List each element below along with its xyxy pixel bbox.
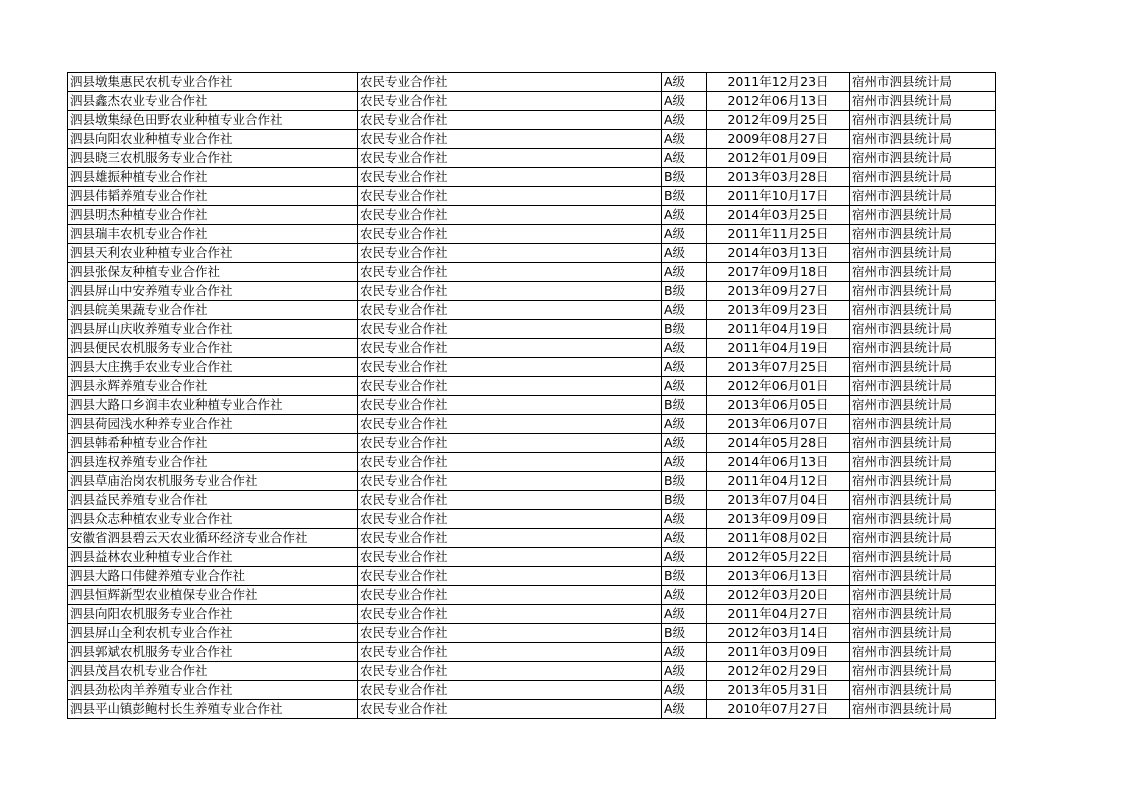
date-cell: 2014年03月25日 bbox=[707, 206, 850, 225]
grade-cell: A级 bbox=[662, 92, 707, 111]
office-cell: 宿州市泗县统计局 bbox=[850, 282, 996, 301]
office-cell: 宿州市泗县统计局 bbox=[850, 662, 996, 681]
date-cell: 2011年04月12日 bbox=[707, 472, 850, 491]
office-cell: 宿州市泗县统计局 bbox=[850, 358, 996, 377]
office-cell: 宿州市泗县统计局 bbox=[850, 453, 996, 472]
cooperative-type-cell: 农民专业合作社 bbox=[358, 510, 662, 529]
cooperative-name-cell: 泗县明杰种植专业合作社 bbox=[68, 206, 358, 225]
date-cell: 2014年06月13日 bbox=[707, 453, 850, 472]
cooperative-name-cell: 泗县便民农机服务专业合作社 bbox=[68, 339, 358, 358]
grade-cell: B级 bbox=[662, 187, 707, 206]
table-row bbox=[68, 377, 996, 396]
office-cell: 宿州市泗县统计局 bbox=[850, 586, 996, 605]
grade-cell: A级 bbox=[662, 453, 707, 472]
date-cell: 2011年12月23日 bbox=[707, 73, 850, 92]
grade-cell: A级 bbox=[662, 149, 707, 168]
date-cell: 2011年11月25日 bbox=[707, 225, 850, 244]
cooperative-name-cell: 泗县屏山庆收养殖专业合作社 bbox=[68, 320, 358, 339]
grade-cell: A级 bbox=[662, 358, 707, 377]
table-row bbox=[68, 643, 996, 662]
date-cell: 2009年08月27日 bbox=[707, 130, 850, 149]
grade-cell: A级 bbox=[662, 377, 707, 396]
cooperative-type-cell: 农民专业合作社 bbox=[358, 187, 662, 206]
cooperative-name-cell: 泗县墩集惠民农机专业合作社 bbox=[68, 73, 358, 92]
grade-cell: B级 bbox=[662, 624, 707, 643]
table-row bbox=[68, 510, 996, 529]
grade-cell: A级 bbox=[662, 681, 707, 700]
cooperative-name-cell: 泗县连权养殖专业合作社 bbox=[68, 453, 358, 472]
grade-cell: A级 bbox=[662, 263, 707, 282]
table-row bbox=[68, 206, 996, 225]
office-cell: 宿州市泗县统计局 bbox=[850, 472, 996, 491]
table-row bbox=[68, 472, 996, 491]
grade-cell: B级 bbox=[662, 567, 707, 586]
cooperative-type-cell: 农民专业合作社 bbox=[358, 529, 662, 548]
table-row bbox=[68, 662, 996, 681]
cooperative-name-cell: 泗县众志种植农业专业合作社 bbox=[68, 510, 358, 529]
cooperative-name-cell: 泗县荷园浅水种养专业合作社 bbox=[68, 415, 358, 434]
cooperative-name-cell: 泗县益林农业种植专业合作社 bbox=[68, 548, 358, 567]
date-cell: 2011年04月27日 bbox=[707, 605, 850, 624]
cooperative-type-cell: 农民专业合作社 bbox=[358, 586, 662, 605]
table-row bbox=[68, 73, 996, 92]
table-row bbox=[68, 92, 996, 111]
cooperative-type-cell: 农民专业合作社 bbox=[358, 206, 662, 225]
cooperative-type-cell: 农民专业合作社 bbox=[358, 681, 662, 700]
cooperative-type-cell: 农民专业合作社 bbox=[358, 320, 662, 339]
table-row bbox=[68, 111, 996, 130]
table-row bbox=[68, 168, 996, 187]
cooperative-type-cell: 农民专业合作社 bbox=[358, 263, 662, 282]
date-cell: 2010年07月27日 bbox=[707, 700, 850, 719]
date-cell: 2012年05月22日 bbox=[707, 548, 850, 567]
office-cell: 宿州市泗县统计局 bbox=[850, 396, 996, 415]
office-cell: 宿州市泗县统计局 bbox=[850, 149, 996, 168]
office-cell: 宿州市泗县统计局 bbox=[850, 206, 996, 225]
cooperative-name-cell: 泗县伟韬养殖专业合作社 bbox=[68, 187, 358, 206]
table-row bbox=[68, 263, 996, 282]
office-cell: 宿州市泗县统计局 bbox=[850, 605, 996, 624]
grade-cell: A级 bbox=[662, 434, 707, 453]
date-cell: 2014年05月28日 bbox=[707, 434, 850, 453]
office-cell: 宿州市泗县统计局 bbox=[850, 643, 996, 662]
grade-cell: A级 bbox=[662, 643, 707, 662]
grade-cell: A级 bbox=[662, 301, 707, 320]
date-cell: 2011年04月19日 bbox=[707, 320, 850, 339]
table-row bbox=[68, 586, 996, 605]
table-row bbox=[68, 149, 996, 168]
cooperative-name-cell: 泗县大路口乡润丰农业种植专业合作社 bbox=[68, 396, 358, 415]
table-row bbox=[68, 358, 996, 377]
table-row bbox=[68, 605, 996, 624]
date-cell: 2012年09月25日 bbox=[707, 111, 850, 130]
office-cell: 宿州市泗县统计局 bbox=[850, 339, 996, 358]
cooperative-type-cell: 农民专业合作社 bbox=[358, 453, 662, 472]
cooperative-type-cell: 农民专业合作社 bbox=[358, 643, 662, 662]
table-row bbox=[68, 225, 996, 244]
date-cell: 2011年03月09日 bbox=[707, 643, 850, 662]
date-cell: 2013年06月13日 bbox=[707, 567, 850, 586]
date-cell: 2013年09月09日 bbox=[707, 510, 850, 529]
office-cell: 宿州市泗县统计局 bbox=[850, 187, 996, 206]
date-cell: 2013年03月28日 bbox=[707, 168, 850, 187]
office-cell: 宿州市泗县统计局 bbox=[850, 548, 996, 567]
table-row bbox=[68, 624, 996, 643]
cooperative-name-cell: 泗县平山镇彭鲍村长生养殖专业合作社 bbox=[68, 700, 358, 719]
office-cell: 宿州市泗县统计局 bbox=[850, 681, 996, 700]
date-cell: 2017年09月18日 bbox=[707, 263, 850, 282]
cooperative-name-cell: 泗县晓三农机服务专业合作社 bbox=[68, 149, 358, 168]
date-cell: 2013年06月05日 bbox=[707, 396, 850, 415]
table-body bbox=[68, 73, 996, 719]
cooperative-name-cell: 泗县韩希种植专业合作社 bbox=[68, 434, 358, 453]
table-row bbox=[68, 301, 996, 320]
cooperative-type-cell: 农民专业合作社 bbox=[358, 662, 662, 681]
date-cell: 2013年09月23日 bbox=[707, 301, 850, 320]
office-cell: 宿州市泗县统计局 bbox=[850, 510, 996, 529]
cooperative-type-cell: 农民专业合作社 bbox=[358, 168, 662, 187]
date-cell: 2011年08月02日 bbox=[707, 529, 850, 548]
cooperative-type-cell: 农民专业合作社 bbox=[358, 434, 662, 453]
table-row bbox=[68, 700, 996, 719]
date-cell: 2012年06月01日 bbox=[707, 377, 850, 396]
cooperative-table bbox=[67, 72, 996, 719]
date-cell: 2012年01月09日 bbox=[707, 149, 850, 168]
cooperative-name-cell: 泗县瑞丰农机专业合作社 bbox=[68, 225, 358, 244]
table-row bbox=[68, 491, 996, 510]
grade-cell: A级 bbox=[662, 225, 707, 244]
office-cell: 宿州市泗县统计局 bbox=[850, 624, 996, 643]
cooperative-name-cell: 泗县恒辉新型农业植保专业合作社 bbox=[68, 586, 358, 605]
grade-cell: B级 bbox=[662, 472, 707, 491]
cooperative-name-cell: 泗县向阳农机服务专业合作社 bbox=[68, 605, 358, 624]
grade-cell: A级 bbox=[662, 339, 707, 358]
grade-cell: A级 bbox=[662, 662, 707, 681]
table-row bbox=[68, 320, 996, 339]
table-row bbox=[68, 339, 996, 358]
office-cell: 宿州市泗县统计局 bbox=[850, 434, 996, 453]
cooperative-name-cell: 泗县向阳农业种植专业合作社 bbox=[68, 130, 358, 149]
cooperative-type-cell: 农民专业合作社 bbox=[358, 396, 662, 415]
table-row bbox=[68, 567, 996, 586]
grade-cell: A级 bbox=[662, 111, 707, 130]
office-cell: 宿州市泗县统计局 bbox=[850, 700, 996, 719]
cooperative-type-cell: 农民专业合作社 bbox=[358, 149, 662, 168]
cooperative-name-cell: 泗县茂昌农机专业合作社 bbox=[68, 662, 358, 681]
office-cell: 宿州市泗县统计局 bbox=[850, 301, 996, 320]
table-row bbox=[68, 415, 996, 434]
cooperative-type-cell: 农民专业合作社 bbox=[358, 415, 662, 434]
cooperative-name-cell: 泗县永辉养殖专业合作社 bbox=[68, 377, 358, 396]
cooperative-type-cell: 农民专业合作社 bbox=[358, 225, 662, 244]
date-cell: 2011年10月17日 bbox=[707, 187, 850, 206]
table-row bbox=[68, 453, 996, 472]
cooperative-name-cell: 泗县屏山中安养殖专业合作社 bbox=[68, 282, 358, 301]
table-row bbox=[68, 548, 996, 567]
office-cell: 宿州市泗县统计局 bbox=[850, 111, 996, 130]
cooperative-type-cell: 农民专业合作社 bbox=[358, 339, 662, 358]
cooperative-type-cell: 农民专业合作社 bbox=[358, 377, 662, 396]
office-cell: 宿州市泗县统计局 bbox=[850, 320, 996, 339]
cooperative-name-cell: 泗县大庄携手农业专业合作社 bbox=[68, 358, 358, 377]
cooperative-type-cell: 农民专业合作社 bbox=[358, 130, 662, 149]
office-cell: 宿州市泗县统计局 bbox=[850, 92, 996, 111]
cooperative-name-cell: 泗县天利农业种植专业合作社 bbox=[68, 244, 358, 263]
grade-cell: A级 bbox=[662, 73, 707, 92]
cooperative-name-cell: 泗县郭斌农机服务专业合作社 bbox=[68, 643, 358, 662]
cooperative-type-cell: 农民专业合作社 bbox=[358, 358, 662, 377]
date-cell: 2014年03月13日 bbox=[707, 244, 850, 263]
cooperative-type-cell: 农民专业合作社 bbox=[358, 282, 662, 301]
cooperative-name-cell: 泗县屏山全利农机专业合作社 bbox=[68, 624, 358, 643]
grade-cell: A级 bbox=[662, 605, 707, 624]
cooperative-type-cell: 农民专业合作社 bbox=[358, 700, 662, 719]
cooperative-name-cell: 泗县鑫杰农业专业合作社 bbox=[68, 92, 358, 111]
grade-cell: A级 bbox=[662, 244, 707, 263]
grade-cell: B级 bbox=[662, 396, 707, 415]
table-row bbox=[68, 187, 996, 206]
cooperative-type-cell: 农民专业合作社 bbox=[358, 73, 662, 92]
grade-cell: B级 bbox=[662, 168, 707, 187]
date-cell: 2012年02月29日 bbox=[707, 662, 850, 681]
office-cell: 宿州市泗县统计局 bbox=[850, 225, 996, 244]
cooperative-name-cell: 泗县劲松肉羊养殖专业合作社 bbox=[68, 681, 358, 700]
cooperative-name-cell: 泗县皖美果蔬专业合作社 bbox=[68, 301, 358, 320]
date-cell: 2012年06月13日 bbox=[707, 92, 850, 111]
cooperative-name-cell: 安徽省泗县碧云天农业循环经济专业合作社 bbox=[68, 529, 358, 548]
grade-cell: A级 bbox=[662, 130, 707, 149]
table-row bbox=[68, 396, 996, 415]
grade-cell: A级 bbox=[662, 510, 707, 529]
date-cell: 2013年07月25日 bbox=[707, 358, 850, 377]
office-cell: 宿州市泗县统计局 bbox=[850, 377, 996, 396]
grade-cell: B级 bbox=[662, 320, 707, 339]
office-cell: 宿州市泗县统计局 bbox=[850, 263, 996, 282]
office-cell: 宿州市泗县统计局 bbox=[850, 73, 996, 92]
cooperative-type-cell: 农民专业合作社 bbox=[358, 472, 662, 491]
table-row bbox=[68, 244, 996, 263]
date-cell: 2011年04月19日 bbox=[707, 339, 850, 358]
table-row bbox=[68, 282, 996, 301]
cooperative-type-cell: 农民专业合作社 bbox=[358, 92, 662, 111]
date-cell: 2013年09月27日 bbox=[707, 282, 850, 301]
table-row bbox=[68, 529, 996, 548]
grade-cell: A级 bbox=[662, 586, 707, 605]
date-cell: 2012年03月20日 bbox=[707, 586, 850, 605]
date-cell: 2012年03月14日 bbox=[707, 624, 850, 643]
office-cell: 宿州市泗县统计局 bbox=[850, 130, 996, 149]
cooperative-type-cell: 农民专业合作社 bbox=[358, 548, 662, 567]
date-cell: 2013年06月07日 bbox=[707, 415, 850, 434]
office-cell: 宿州市泗县统计局 bbox=[850, 491, 996, 510]
cooperative-type-cell: 农民专业合作社 bbox=[358, 624, 662, 643]
office-cell: 宿州市泗县统计局 bbox=[850, 415, 996, 434]
grade-cell: A级 bbox=[662, 548, 707, 567]
grade-cell: A级 bbox=[662, 529, 707, 548]
office-cell: 宿州市泗县统计局 bbox=[850, 168, 996, 187]
cooperative-type-cell: 农民专业合作社 bbox=[358, 244, 662, 263]
grade-cell: B级 bbox=[662, 491, 707, 510]
cooperative-type-cell: 农民专业合作社 bbox=[358, 491, 662, 510]
grade-cell: A级 bbox=[662, 700, 707, 719]
cooperative-name-cell: 泗县墩集绿色田野农业种植专业合作社 bbox=[68, 111, 358, 130]
cooperative-name-cell: 泗县益民养殖专业合作社 bbox=[68, 491, 358, 510]
grade-cell: B级 bbox=[662, 282, 707, 301]
grade-cell: A级 bbox=[662, 415, 707, 434]
date-cell: 2013年05月31日 bbox=[707, 681, 850, 700]
cooperative-name-cell: 泗县张保友种植专业合作社 bbox=[68, 263, 358, 282]
table-row bbox=[68, 434, 996, 453]
cooperative-name-cell: 泗县大路口伟健养殖专业合作社 bbox=[68, 567, 358, 586]
table-row bbox=[68, 681, 996, 700]
cooperative-name-cell: 泗县草庙治岗农机服务专业合作社 bbox=[68, 472, 358, 491]
grade-cell: A级 bbox=[662, 206, 707, 225]
office-cell: 宿州市泗县统计局 bbox=[850, 567, 996, 586]
date-cell: 2013年07月04日 bbox=[707, 491, 850, 510]
office-cell: 宿州市泗县统计局 bbox=[850, 244, 996, 263]
office-cell: 宿州市泗县统计局 bbox=[850, 529, 996, 548]
cooperative-type-cell: 农民专业合作社 bbox=[358, 605, 662, 624]
table-row bbox=[68, 130, 996, 149]
cooperative-type-cell: 农民专业合作社 bbox=[358, 567, 662, 586]
cooperative-name-cell: 泗县雄振种植专业合作社 bbox=[68, 168, 358, 187]
cooperative-type-cell: 农民专业合作社 bbox=[358, 301, 662, 320]
cooperative-type-cell: 农民专业合作社 bbox=[358, 111, 662, 130]
